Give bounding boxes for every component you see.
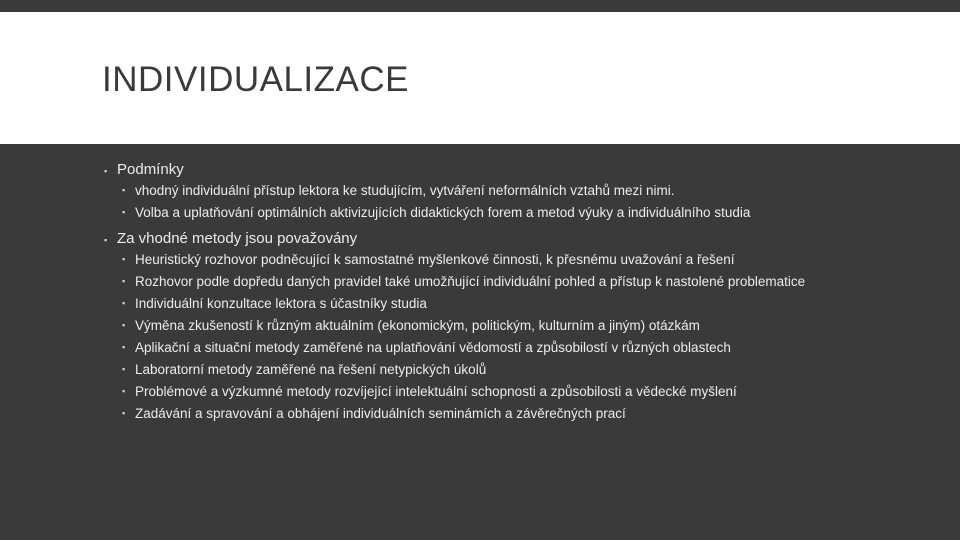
list-item-text: Rozhovor podle dopředu daných pravidel také umožňující individuální pohled a přístup k nastolené problematice — [135, 274, 806, 289]
list-item-text: vhodný individuální přístup lektora ke studujícím, vytváření neformálních vztahů mezi nimi. — [135, 183, 675, 198]
list-item — [102, 383, 862, 400]
sub-list — [102, 182, 862, 221]
list-item-text: Individuální konzultace lektora s účastníky studia — [135, 296, 427, 311]
list-item — [102, 339, 862, 356]
bullet-icon: ▪ — [122, 320, 126, 330]
list-item — [102, 317, 862, 334]
bullet-icon: ▪ — [122, 276, 126, 286]
list-item — [102, 251, 862, 268]
section-heading-text: Za vhodné metody jsou považovány — [117, 230, 358, 247]
list-item-text: Volba a uplatňování optimálních aktivizujících didaktických forem a metod výuky a individuálního studia — [135, 205, 751, 220]
list-item — [102, 204, 862, 221]
section-heading-text: Podmínky — [117, 161, 184, 178]
list-item-text: Laboratorní metody zaměřené na řešení netypických úkolů — [135, 362, 487, 377]
section-conditions — [102, 160, 862, 221]
list-item-text: Zadávání a spravování a obhájení individuálních seminámích a závěrečných prací — [135, 406, 626, 421]
slide-content — [102, 160, 862, 427]
bullet-icon: ▪ — [122, 254, 126, 264]
list-item — [102, 273, 862, 290]
sub-list — [102, 251, 862, 422]
bullet-icon: ▪ — [104, 166, 108, 176]
bullet-icon: ▪ — [122, 298, 126, 308]
list-item-text: Aplikační a situační metody zaměřené na uplatňování vědomostí a způsobilostí v různých oblastech — [135, 340, 731, 355]
list-item — [102, 405, 862, 422]
section-heading — [102, 160, 862, 180]
top-strip — [0, 0, 960, 12]
bullet-icon: ▪ — [122, 342, 126, 352]
section-heading — [102, 229, 862, 249]
bullet-icon: ▪ — [122, 386, 126, 396]
list-item — [102, 182, 862, 199]
bullet-icon: ▪ — [122, 185, 126, 195]
list-item — [102, 361, 862, 378]
bullet-icon: ▪ — [122, 207, 126, 217]
bullet-icon: ▪ — [122, 408, 126, 418]
section-methods — [102, 229, 862, 422]
slide-title: INDIVIDUALIZACE — [102, 60, 409, 99]
list-item-text: Problémové a výzkumné metody rozvíjející intelektuální schopnosti a způsobilosti a vědecké myšlení — [135, 384, 737, 399]
list-item — [102, 295, 862, 312]
list-item-text: Výměna zkušeností k různým aktuálním (ekonomickým, politickým, kulturním a jiným) otázkám — [135, 318, 700, 333]
bullet-icon: ▪ — [104, 235, 108, 245]
bullet-icon: ▪ — [122, 364, 126, 374]
list-item-text: Heuristický rozhovor podněcující k samostatné myšlenkové činnosti, k přesnému uvažování a řešení — [135, 252, 735, 267]
